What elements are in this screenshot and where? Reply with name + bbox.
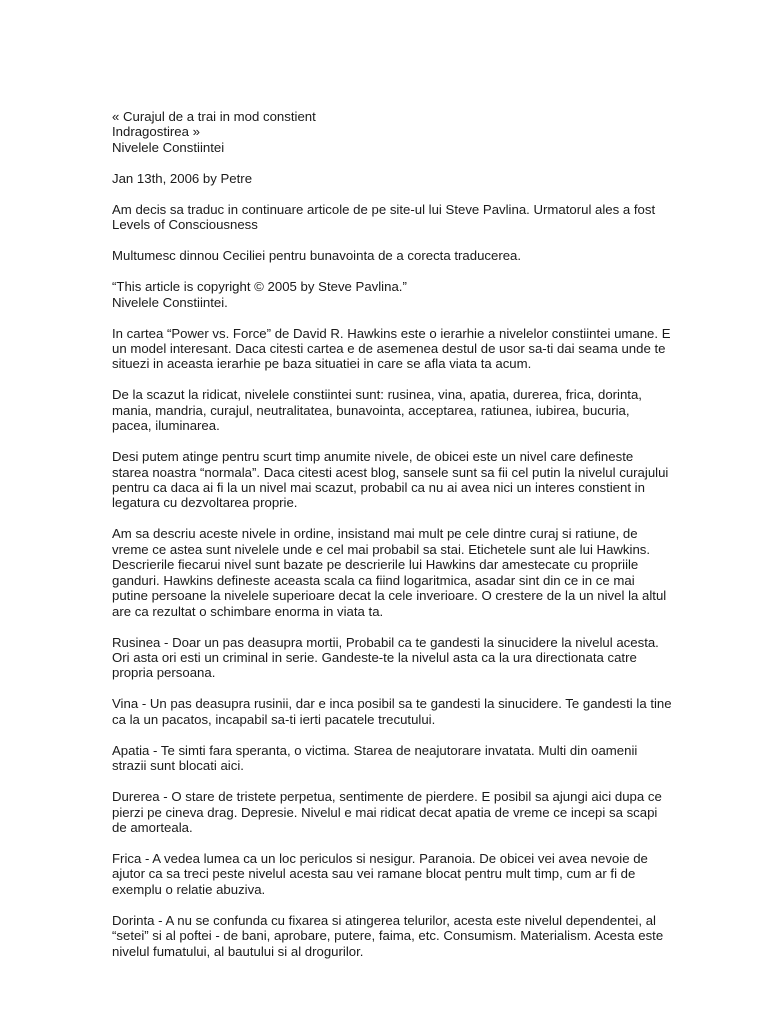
paragraph-intro: Am decis sa traduc in continuare articole de pe site-ul lui Steve Pavlina. Urmatorul ales a fost Levels of Consciousness [112,201,656,233]
paragraph-copyright: “This article is copyright © 2005 by Steve Pavlina.” Nivelele Constiintei. [112,279,407,310]
post-byline: Jan 13th, 2006 by Petre [112,170,253,186]
post-navigation [112,109,672,155]
next-post-link[interactable]: Indragostirea » [112,124,200,140]
paragraph-levels-list: De la scazut la ridicat, nivelele constiintei sunt: rusinea, vina, apatia, durerea, frica, dorinta, mania, mandria, curajul, neutralitatea, bunavointa, acceptarea, ratiunea, iubirea, bucuria, pacea, iluminarea. [112,387,642,434]
document-page [112,109,672,975]
paragraph-description: Am sa descriu aceste nivele in ordine, insistand mai mult pe cele dintre curaj si ratiune, de vreme ce astea sunt nivelele unde e cel mai probabil sa stai. Etichetele sunt ale lui Hawkins. Descrierile fiecarui nivel sunt bazate pe descrierile lui Hawkins dar amestecate cu propriile ganduri. Hawkins defineste aceasta scala ca fiind logaritmica, asadar sint din ce in ce mai putine persoane la nivelele superioare decat la cele inverioare. O crestere de la un nivel la altul are ca rezultat o schimbare enorma in viata ta. [112,526,667,619]
paragraph-rusinea: Rusinea - Doar un pas deasupra mortii, Probabil ca te gandesti la sinucidere la nivelul acesta. Ori asta ori esti un criminal in serie. Gandeste-te la nivelul asta ca la ura directionata catre propria persoana. [112,634,659,681]
paragraph-thanks: Multumesc dinnou Ceciliei pentru bunavointa de a corecta traducerea. [112,248,522,264]
prev-post-link[interactable]: « Curajul de a trai in mod constient [112,109,316,124]
paragraph-frica: Frica - A vedea lumea ca un loc periculos si nesigur. Paranoia. De obicei vei avea nevoie de ajutor ca sa treci peste nivelul acesta sau vei ramane blocat pentru mult timp, cum ar fi de exemplu o relatie abuziva. [112,850,648,897]
paragraph-normal-state: Desi putem atinge pentru scurt timp anumite nivele, de obicei este un nivel care defineste starea noastra “normala”. Daca citesti acest blog, sansele sunt sa fii cel putin la nivelul curajului pentru ca daca ai fi la un nivel mai scazut, probabil ca nu ai avea nici un interes constient in legatura cu dezvoltarea proprie. [112,449,669,511]
post-title: Nivelele Constiintei [112,139,225,155]
paragraph-dorinta: Dorinta - A nu se confunda cu fixarea si atingerea telurilor, acesta este nivelul dependentei, al “setei” si al poftei - de bani, aprobare, putere, faima, etc. Consumism. Materialism. Acesta este nivelul fumatului, al bautului si al drogurilor. [112,912,664,959]
paragraph-durerea: Durerea - O stare de tristete perpetua, sentimente de pierdere. E posibil sa ajungi aici dupa ce pierzi pe cineva drag. Depresie. Nivelul e mai ridicat decat apatia de vreme ce incepi sa scapi de amorteala. [112,789,662,835]
paragraph-vina: Vina - Un pas deasupra rusinii, dar e inca posibil sa te gandesti la sinucidere. Te gandesti la tine ca la un pacatos, incapabil sa-ti ierti pacatele trecutului. [112,696,672,727]
paragraph-hawkins: In cartea “Power vs. Force” de David R. Hawkins este o ierarhie a nivelelor constiintei umane. E un model interesant. Daca citesti cartea e de asemenea destul de usor sa-ti dai seama unde te situezi in aceasta ierarhie pe baza situatiei in care se afla viata ta acum. [112,325,671,372]
paragraph-apatia: Apatia - Te simti fara speranta, o victima. Starea de neajutorare invatata. Multi din oamenii strazii sunt blocati aici. [112,742,638,774]
